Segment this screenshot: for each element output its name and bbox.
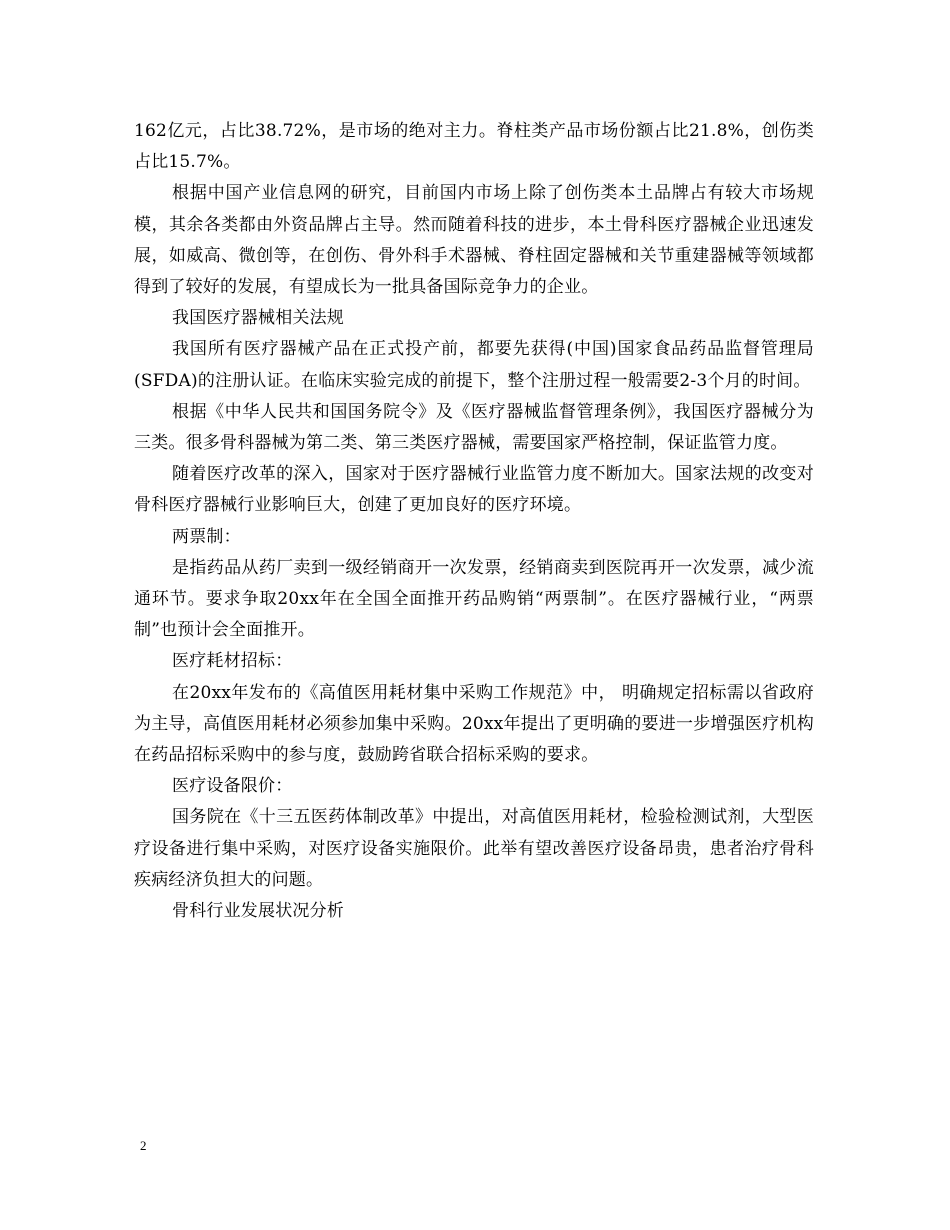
subheading-equipment-price-limit: 医疗设备限价： (172, 776, 293, 797)
paragraph-consumables-bidding: 在20xx年发布的《高值医用耗材集中采购工作规范》中， 明确规定招标需以省政府为主导，高值医用耗材必须参加集中采购。20xx年提出了更明确的要进一步增强医疗机构在药品招标采购中的参与度，鼓励跨省联合招标采购的要求。 (134, 682, 814, 766)
paragraph-two-invoice-system: 是指药品从药厂卖到一级经销商开一次发票，经销商卖到医院再开一次发票，减少流通环节。要求争取20xx年在全国全面推开药品购销“两票制”。在医疗器械行业，“两票制”也预计会全面推开。 (134, 557, 814, 641)
document-body (134, 116, 814, 927)
paragraph-domestic-market: 根据中国产业信息网的研究，目前国内市场上除了创伤类本土品牌占有较大市场规模，其余各类都由外资品牌占主导。然而随着科技的进步，本土骨科医疗器械企业迅速发展，如威高、微创等，在创伤、骨外科手术器械、脊柱固定器械和关节重建器械等领域都得到了较好的发展，有望成长为一批具备国际竞争力的企业。 (134, 183, 814, 298)
paragraph-market-share: 162亿元，占比38.72%，是市场的绝对主力。脊柱类产品市场份额占比21.8%，创伤类占比15.7%。 (134, 121, 814, 173)
subheading-consumables-bidding: 医疗耗材招标： (172, 651, 293, 672)
paragraph-equipment-price-limit: 国务院在《十三五医药体制改革》中提出，对高值医用耗材，检验检测试剂，大型医疗设备进行集中采购，对医疗设备实施限价。此举有望改善医疗设备昂贵，患者治疗骨科疾病经济负担大的问题。 (134, 807, 814, 890)
paragraph-regulation-reform: 随着医疗改革的深入，国家对于医疗器械行业监管力度不断加大。国家法规的改变对骨科医疗器械行业影响巨大，创建了更加良好的医疗环境。 (134, 464, 814, 516)
paragraph-sfda-registration: 我国所有医疗器械产品在正式投产前，都要先获得(中国)国家食品药品监督管理局 (SFDA)的注册认证。在临床实验完成的前提下，整个注册过程一般需要2-3个月的时间。 (134, 339, 814, 391)
section-heading-industry-analysis: 骨科行业发展状况分析 (172, 901, 344, 922)
paragraph-device-classification: 根据《中华人民共和国国务院令》及《医疗器械监督管理条例》，我国医疗器械分为三类。很多骨科器械为第二类、第三类医疗器械，需要国家严格控制，保证监管力度。 (134, 401, 814, 454)
section-heading-regulations: 我国医疗器械相关法规 (172, 308, 344, 329)
subheading-two-invoice-system: 两票制： (172, 526, 241, 547)
page-number: 2 (140, 1138, 147, 1153)
